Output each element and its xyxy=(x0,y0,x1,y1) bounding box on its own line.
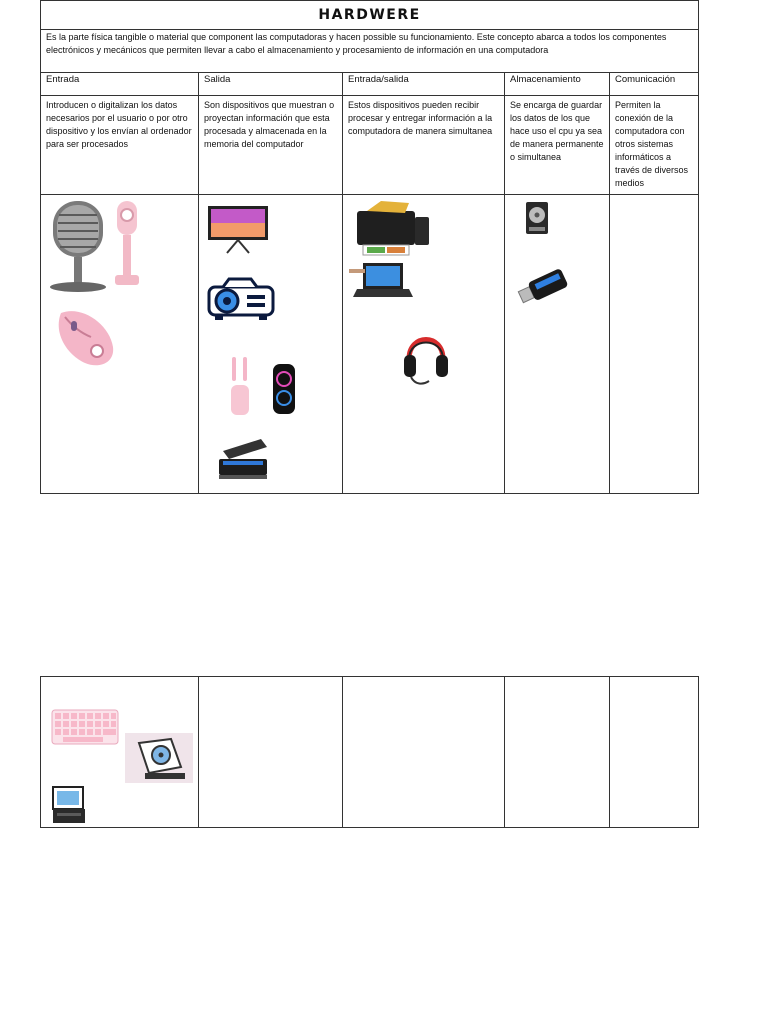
desc-entrada-salida: Estos dispositivos pueden recibir procesar y entregar información a la computadora de manera simultanea xyxy=(343,96,505,195)
monitor-icon xyxy=(207,205,269,255)
hard-drive-icon xyxy=(525,201,549,235)
scanner-icon xyxy=(51,785,87,825)
desc-entrada: Introducen o digitalizan los datos necesarios por el usuario o por otro dispositivo y los envían al ordenador para ser procesados xyxy=(41,96,199,195)
hardware-table xyxy=(40,0,699,494)
empty-cell-comunicacion xyxy=(610,677,699,828)
empty-cell-salida xyxy=(199,677,343,828)
images-entrada-salida xyxy=(343,195,505,494)
images-salida xyxy=(199,195,343,494)
desc-comunicacion: Permiten la conexión de la computadora con otros sistemas informáticos a través de diversos medios xyxy=(610,96,699,195)
mouse-icon xyxy=(51,303,119,371)
desc-almacenamiento: Se encarga de guardar los datos de los que hace uso el cpu ya sea de manera permanente o simultanea xyxy=(505,96,610,195)
title-cell xyxy=(41,1,699,30)
images-almacenamiento xyxy=(505,195,610,494)
images-entrada xyxy=(41,195,199,494)
earbuds-icon xyxy=(229,357,251,417)
header-comunicacion: Comunicación xyxy=(610,73,699,96)
header-salida: Salida xyxy=(199,73,343,96)
speaker-icon xyxy=(271,363,297,415)
projector-icon xyxy=(205,277,277,321)
usb-drive-icon xyxy=(515,267,571,309)
keyboard-icon xyxy=(51,709,119,745)
laptop-icon xyxy=(349,261,413,301)
cd-drive-icon xyxy=(125,733,193,783)
headset-icon xyxy=(403,323,449,387)
header-almacenamiento: Almacenamiento xyxy=(505,73,610,96)
webcam-icon xyxy=(113,199,141,289)
empty-cell-entrada-salida xyxy=(343,677,505,828)
header-entrada-salida: Entrada/salida xyxy=(343,73,505,96)
printer-icon xyxy=(353,199,435,257)
microphone-icon xyxy=(47,199,109,293)
images-entrada-continued xyxy=(41,677,199,828)
hardware-table-continued xyxy=(40,676,699,828)
scanner-icon xyxy=(217,437,269,481)
page-title: HARDWERE xyxy=(318,7,421,23)
header-entrada: Entrada xyxy=(41,73,199,96)
empty-cell-almacenamiento xyxy=(505,677,610,828)
images-comunicacion xyxy=(610,195,699,494)
intro-text: Es la parte física tangible o material que component las computadoras y hacen possible su funcionamiento. Este concepto abarca a todos los componentes electrónicos y mecánicos que permiten llevar a cabo el almacenamiento y procesamiento de información en una computadora xyxy=(41,30,699,73)
desc-salida: Son dispositivos que muestran o proyectan información que esta procesada y almacenada en la memoria del computador xyxy=(199,96,343,195)
